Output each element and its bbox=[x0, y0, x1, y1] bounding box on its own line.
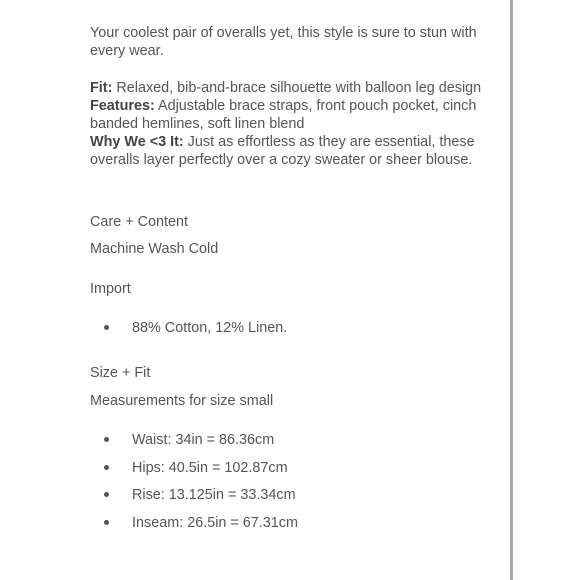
origin-text: Import bbox=[90, 281, 131, 297]
list-item bbox=[104, 514, 298, 542]
materials-list bbox=[104, 319, 287, 347]
material-text: 88% Cotton, 12% Linen. bbox=[132, 320, 288, 336]
why-text: Just as effortless as they are essential, these overalls layer perfectly over a cozy sweater or sheer blouse. bbox=[90, 134, 475, 168]
wash-instructions: Machine Wash Cold bbox=[90, 241, 219, 257]
features-label: Features: bbox=[90, 98, 155, 114]
why-label: Why We <3 It: bbox=[90, 134, 184, 150]
bullet-icon bbox=[104, 325, 109, 330]
measurements-subheading: Measurements for size small bbox=[90, 393, 274, 409]
measurements-list bbox=[104, 431, 298, 541]
measurement-inseam: Inseam: 26.5in = 67.31cm bbox=[132, 514, 298, 531]
details-block bbox=[90, 79, 502, 169]
bullet-icon bbox=[104, 520, 109, 525]
measurement-hips: Hips: 40.5in = 102.87cm bbox=[132, 459, 288, 476]
bullet-icon bbox=[104, 492, 109, 497]
right-margin bbox=[513, 0, 580, 580]
fit-label: Fit: bbox=[90, 80, 113, 96]
fit-text: Relaxed, bib-and-brace silhouette with balloon leg design bbox=[112, 80, 482, 96]
bullet-icon bbox=[104, 437, 109, 442]
care-heading: Care + Content bbox=[90, 214, 188, 230]
intro-text: Your coolest pair of overalls yet, this style is sure to stun with every wear. bbox=[90, 25, 477, 59]
list-item bbox=[104, 486, 298, 514]
features-text: Adjustable brace straps, front pouch pocket, cinch banded hemlines, soft linen blend bbox=[90, 98, 477, 132]
measurement-waist: Waist: 34in = 86.36cm bbox=[132, 432, 275, 448]
product-description bbox=[90, 24, 502, 169]
bullet-icon bbox=[104, 465, 109, 470]
list-item bbox=[104, 459, 298, 487]
measurement-rise: Rise: 13.125in = 33.34cm bbox=[132, 487, 296, 503]
size-fit-heading: Size + Fit bbox=[90, 365, 151, 381]
list-item bbox=[104, 319, 287, 347]
list-item bbox=[104, 431, 298, 459]
